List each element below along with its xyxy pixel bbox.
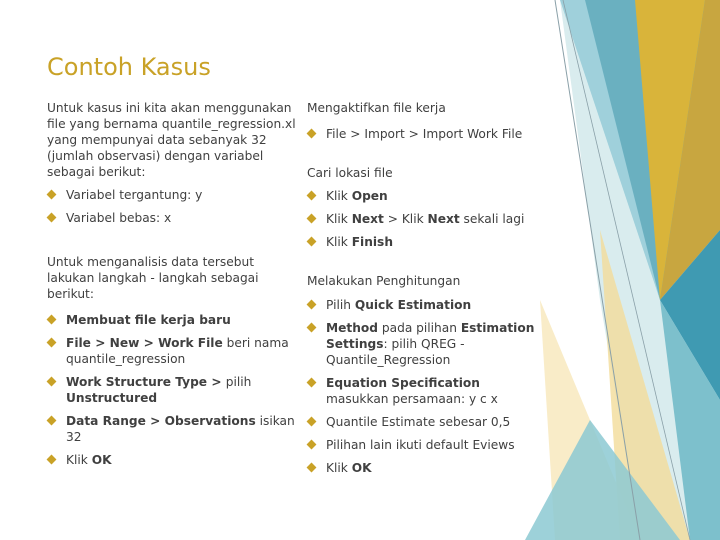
list-item: Method pada pilihan Estimation Settings: pilih QREG - Quantile_Regression: [307, 320, 542, 368]
left-column: [47, 100, 302, 468]
list-item: Klik Finish: [307, 234, 542, 250]
list-item: Pilihan lain ikuti default Eviews: [307, 437, 542, 453]
list-item: Variabel tergantung: y: [47, 187, 302, 203]
slide-title: Contoh Kasus: [47, 53, 211, 81]
list-item: Work Structure Type > pilih Unstructured: [47, 374, 302, 406]
right-column: [307, 100, 542, 476]
compute-list: [307, 297, 542, 476]
list-item: Klik OK: [307, 460, 542, 476]
list-item: Klik Next > Klik Next sekali lagi: [307, 211, 542, 227]
intro-text: Untuk kasus ini kita akan menggunakan file yang bernama quantile_regression.xl yang mempunyai data sebanyak 32 (jumlah observasi) dengan variabel sebagai berikut:: [47, 101, 296, 179]
steps-list: [47, 312, 302, 468]
list-item: Membuat file kerja baru: [47, 312, 302, 328]
section-heading: Mengaktifkan file kerja: [307, 101, 446, 115]
list-item: Data Range > Observations isikan 32: [47, 413, 302, 445]
list-item: Equation Specification masukkan persamaan: y c x: [307, 375, 542, 407]
list-item: Variabel bebas: x: [47, 210, 302, 226]
locate-list: [307, 188, 542, 250]
list-item: File > New > Work File beri nama quantile_regression: [47, 335, 302, 367]
variables-list: [47, 187, 302, 226]
list-item: File > Import > Import Work File: [307, 126, 542, 142]
steps-intro-text: Untuk menganalisis data tersebut lakukan langkah - langkah sebagai berikut:: [47, 255, 259, 301]
list-item: Klik OK: [47, 452, 302, 468]
section-heading: Cari lokasi file: [307, 166, 393, 180]
section-heading: Melakukan Penghitungan: [307, 274, 461, 288]
list-item: Pilih Quick Estimation: [307, 297, 542, 313]
activate-list: [307, 126, 542, 142]
list-item: Klik Open: [307, 188, 542, 204]
list-item: Quantile Estimate sebesar 0,5: [307, 414, 542, 430]
